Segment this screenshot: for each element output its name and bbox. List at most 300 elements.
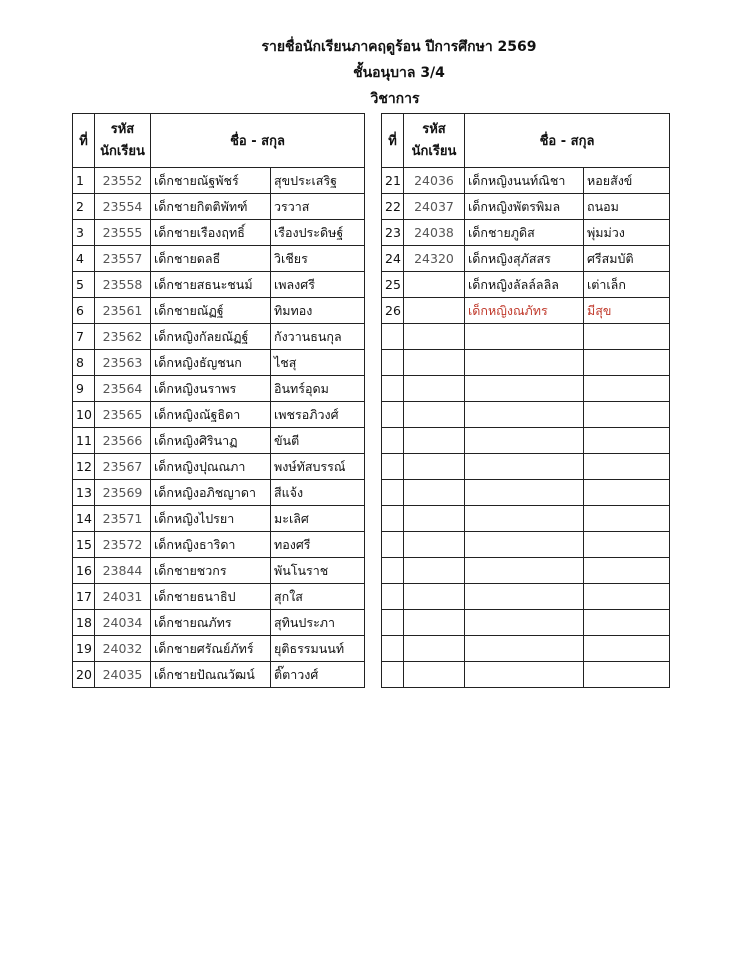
student-code-cell — [404, 324, 465, 350]
student-surname-cell — [584, 324, 670, 350]
student-code-cell — [404, 454, 465, 480]
column-header-name: ชื่อ - สกุล — [465, 114, 670, 168]
student-first-name: เด็กหญิงพัตรพิมล — [468, 198, 561, 214]
table-row — [73, 194, 365, 220]
student-code-cell — [95, 506, 151, 532]
student-surname-cell — [271, 402, 365, 428]
student-surname-cell — [271, 480, 365, 506]
row-number-cell — [382, 636, 404, 662]
student-code-cell — [404, 662, 465, 688]
student-first-name: เด็กชายณภัทร — [154, 614, 232, 630]
student-first-name-cell — [151, 220, 271, 246]
column-header-no: ที่ — [382, 114, 404, 168]
table-row — [73, 558, 365, 584]
student-first-name-cell — [151, 636, 271, 662]
table-row — [73, 376, 365, 402]
student-code-cell — [95, 324, 151, 350]
student-surname-cell — [584, 246, 670, 272]
row-number-cell — [73, 324, 95, 350]
student-first-name-cell — [465, 584, 584, 610]
student-code: 23562 — [102, 329, 143, 344]
student-code-cell — [404, 506, 465, 532]
student-code: 23555 — [102, 225, 143, 240]
student-surname-cell — [271, 350, 365, 376]
student-surname-cell — [584, 584, 670, 610]
student-surname: ทองศรี — [274, 536, 311, 552]
student-surname: กังวานธนกุล — [274, 328, 342, 344]
row-number: 14 — [76, 511, 92, 526]
student-first-name: เด็กหญิงลัลล์ลลิล — [468, 276, 559, 292]
student-first-name-cell — [151, 272, 271, 298]
row-number-cell — [382, 454, 404, 480]
table-row — [382, 246, 670, 272]
table-row — [73, 350, 365, 376]
student-surname-cell — [584, 272, 670, 298]
student-code-cell — [95, 610, 151, 636]
student-surname: ยุติธรรมนนท์ — [274, 640, 345, 656]
student-surname-cell — [271, 220, 365, 246]
table-row — [382, 558, 670, 584]
student-code-cell — [95, 246, 151, 272]
row-number-cell — [382, 532, 404, 558]
table-row — [382, 168, 670, 194]
student-first-name: เด็กหญิงอภิชญาดา — [154, 484, 256, 500]
row-number: 10 — [76, 407, 92, 422]
student-surname: เพชรอภิวงศ์ — [274, 406, 339, 422]
student-surname-cell — [271, 506, 365, 532]
student-first-name-cell — [465, 480, 584, 506]
student-code: 23554 — [102, 199, 143, 214]
student-code-cell — [95, 272, 151, 298]
student-surname-cell — [584, 376, 670, 402]
student-code-cell — [404, 532, 465, 558]
code-header-line2: นักเรียน — [100, 143, 145, 159]
row-number: 2 — [76, 199, 84, 214]
table-row — [73, 324, 365, 350]
student-surname-cell — [584, 506, 670, 532]
student-first-name-cell — [465, 220, 584, 246]
table-row — [73, 532, 365, 558]
row-number: 13 — [76, 485, 92, 500]
student-first-name-cell — [151, 402, 271, 428]
student-surname-cell — [584, 194, 670, 220]
table-row — [382, 610, 670, 636]
row-number: 6 — [76, 303, 84, 318]
student-code-cell — [95, 220, 151, 246]
student-code-cell — [404, 480, 465, 506]
student-code-cell — [95, 350, 151, 376]
student-first-name: เด็กชายสธนะชนม์ — [154, 276, 253, 292]
student-code-cell — [404, 636, 465, 662]
table-row — [382, 480, 670, 506]
row-number-cell — [382, 506, 404, 532]
student-code: 23569 — [102, 485, 143, 500]
student-surname: สุขประเสริฐ — [274, 172, 338, 188]
student-surname-cell — [584, 480, 670, 506]
student-first-name-cell — [465, 324, 584, 350]
student-first-name-cell — [151, 168, 271, 194]
student-surname: ถนอม — [587, 198, 619, 214]
student-first-name: เด็กหญิงศิรินาฏ — [154, 432, 238, 448]
student-first-name: เด็กชายกิตติพัทฑ์ — [154, 198, 248, 214]
student-first-name-cell — [151, 532, 271, 558]
row-number-cell — [73, 662, 95, 688]
table-row — [73, 584, 365, 610]
table-row — [73, 610, 365, 636]
student-first-name: เด็กหญิงธาริดา — [154, 536, 236, 552]
student-surname-cell — [584, 428, 670, 454]
table-row — [73, 636, 365, 662]
left-table-body — [73, 168, 365, 688]
student-first-name: เด็กชายเรืองฤทธิ์ — [154, 224, 245, 240]
row-number: 11 — [76, 433, 92, 448]
student-code: 24038 — [414, 225, 454, 240]
student-first-name: เด็กหญิงไปรยา — [154, 510, 235, 526]
student-code: 24036 — [414, 173, 454, 188]
row-number-cell — [382, 376, 404, 402]
student-surname: อินทร์อุดม — [274, 380, 329, 396]
student-first-name-cell — [151, 558, 271, 584]
row-number: 17 — [76, 589, 92, 604]
student-code-cell — [404, 376, 465, 402]
student-first-name-cell — [151, 506, 271, 532]
student-first-name: เด็กชายปัณณวัฒน์ — [154, 666, 255, 682]
student-code-cell — [95, 402, 151, 428]
student-first-name-cell — [151, 246, 271, 272]
table-row — [73, 454, 365, 480]
table-row — [382, 324, 670, 350]
student-surname-cell — [271, 636, 365, 662]
code-header-line1: รหัส — [110, 121, 135, 137]
student-surname-cell — [584, 220, 670, 246]
student-code-cell — [95, 454, 151, 480]
row-number-cell — [382, 194, 404, 220]
table-row — [73, 168, 365, 194]
table-row — [73, 428, 365, 454]
row-number-cell — [73, 506, 95, 532]
row-number-cell — [382, 220, 404, 246]
table-row — [382, 636, 670, 662]
row-number: 26 — [385, 303, 401, 318]
row-number-cell — [73, 376, 95, 402]
student-surname-cell — [584, 662, 670, 688]
student-first-name-cell — [465, 454, 584, 480]
student-surname-cell — [584, 532, 670, 558]
student-surname: มีสุข — [587, 302, 612, 318]
student-first-name-cell — [151, 480, 271, 506]
student-first-name: เด็กหญิงปุณณภา — [154, 458, 246, 474]
student-code-cell — [404, 194, 465, 220]
student-code: 23563 — [102, 355, 143, 370]
row-number-cell — [382, 272, 404, 298]
row-number: 23 — [385, 225, 401, 240]
row-number: 8 — [76, 355, 84, 370]
student-code: 23571 — [102, 511, 143, 526]
code-header-line2: นักเรียน — [411, 143, 457, 159]
student-code: 23552 — [102, 173, 143, 188]
student-code: 23557 — [102, 251, 143, 266]
student-first-name-cell — [465, 506, 584, 532]
row-number-cell — [382, 402, 404, 428]
row-number-cell — [382, 246, 404, 272]
student-code-cell — [404, 584, 465, 610]
student-surname: ไชสุ — [274, 354, 297, 370]
student-first-name-cell — [151, 350, 271, 376]
student-surname-cell — [271, 272, 365, 298]
row-number-cell — [382, 480, 404, 506]
student-code-cell — [404, 220, 465, 246]
student-first-name-cell — [151, 662, 271, 688]
table-row — [73, 662, 365, 688]
row-number-cell — [382, 662, 404, 688]
row-number-cell — [73, 194, 95, 220]
row-number-cell — [73, 584, 95, 610]
student-code: 24031 — [102, 589, 143, 604]
student-code: 23566 — [102, 433, 143, 448]
student-code-cell — [95, 376, 151, 402]
student-surname-cell — [271, 662, 365, 688]
student-first-name-cell — [465, 428, 584, 454]
student-surname-cell — [584, 402, 670, 428]
student-first-name-cell — [465, 532, 584, 558]
table-row — [382, 454, 670, 480]
student-surname: พุ่มม่วง — [587, 224, 625, 240]
student-code-cell — [404, 350, 465, 376]
table-row — [73, 246, 365, 272]
class-subtitle: ชั้นอนุบาล 3/4 — [353, 65, 445, 81]
student-surname: สุทินประภา — [274, 614, 336, 630]
row-number: 1 — [76, 173, 84, 188]
student-surname: ติ๊ตาวงศ์ — [274, 666, 319, 682]
student-surname: สีแจ้ง — [274, 484, 304, 500]
student-code-cell — [404, 428, 465, 454]
department-subtitle: วิชาการ — [370, 91, 420, 107]
student-first-name-cell — [465, 298, 584, 324]
student-surname: ศรีสมบัติ — [587, 250, 634, 266]
student-surname-cell — [271, 376, 365, 402]
student-code: 23558 — [102, 277, 143, 292]
student-first-name-cell — [151, 454, 271, 480]
row-number-cell — [73, 532, 95, 558]
student-first-name: เด็กชายชวกร — [154, 562, 227, 578]
student-code-cell — [95, 194, 151, 220]
row-number-cell — [382, 350, 404, 376]
student-surname: หอยสังข์ — [587, 172, 633, 188]
row-number: 3 — [76, 225, 84, 240]
table-row — [73, 220, 365, 246]
row-number: 4 — [76, 251, 84, 266]
student-first-name: เด็กหญิงธัญชนก — [154, 354, 242, 370]
table-row — [73, 272, 365, 298]
row-number-cell — [382, 168, 404, 194]
student-table-left — [72, 113, 365, 688]
row-number-cell — [73, 428, 95, 454]
student-surname-cell — [584, 558, 670, 584]
student-code: 23564 — [102, 381, 143, 396]
row-number: 16 — [76, 563, 92, 578]
student-code: 24320 — [414, 251, 454, 266]
row-number: 15 — [76, 537, 92, 552]
row-number-cell — [73, 558, 95, 584]
table-row — [382, 584, 670, 610]
student-code-cell — [95, 298, 151, 324]
row-number-cell — [382, 428, 404, 454]
student-code-cell — [404, 298, 465, 324]
student-surname: ทิมทอง — [274, 302, 313, 318]
student-surname-cell — [271, 298, 365, 324]
student-first-name: เด็กชายธนาธิป — [154, 588, 236, 604]
row-number: 25 — [385, 277, 401, 292]
row-number-cell — [382, 584, 404, 610]
row-number: 20 — [76, 667, 92, 682]
student-code: 24037 — [414, 199, 454, 214]
student-code: 23567 — [102, 459, 143, 474]
student-first-name-cell — [151, 324, 271, 350]
student-code-cell — [95, 532, 151, 558]
row-number: 21 — [385, 173, 401, 188]
student-code-cell — [404, 272, 465, 298]
student-code: 24035 — [102, 667, 143, 682]
row-number: 5 — [76, 277, 84, 292]
student-first-name: เด็กชายดลธี — [154, 250, 221, 266]
student-table-right — [381, 113, 670, 688]
student-first-name-cell — [151, 610, 271, 636]
student-first-name-cell — [465, 350, 584, 376]
table-row — [382, 194, 670, 220]
row-number-cell — [73, 610, 95, 636]
table-row — [382, 272, 670, 298]
student-code-cell — [95, 636, 151, 662]
student-first-name-cell — [465, 558, 584, 584]
table-row — [73, 506, 365, 532]
student-surname: วรวาส — [274, 198, 310, 214]
student-surname-cell — [271, 584, 365, 610]
student-surname-cell — [584, 454, 670, 480]
student-code-cell — [404, 558, 465, 584]
row-number-cell — [73, 272, 95, 298]
student-first-name: เด็กชายภูดิส — [468, 224, 535, 240]
student-code-cell — [95, 662, 151, 688]
row-number: 18 — [76, 615, 92, 630]
student-first-name: เด็กหญิงณัฐธิดา — [154, 406, 241, 422]
student-surname-cell — [271, 194, 365, 220]
student-code-cell — [95, 428, 151, 454]
student-first-name-cell — [465, 662, 584, 688]
student-first-name-cell — [465, 376, 584, 402]
column-header-code — [95, 114, 151, 168]
document-title: รายชื่อนักเรียนภาคฤดูร้อน ปีการศึกษา 2569 — [261, 39, 537, 55]
table-header-row — [382, 114, 670, 168]
student-surname: มะเลิศ — [274, 510, 309, 526]
table-row — [382, 376, 670, 402]
student-first-name-cell — [151, 376, 271, 402]
table-row — [382, 428, 670, 454]
student-surname: เต่าเล็ก — [587, 276, 626, 292]
right-table-body — [382, 168, 670, 688]
table-header-row — [73, 114, 365, 168]
row-number-cell — [73, 636, 95, 662]
row-number: 7 — [76, 329, 84, 344]
student-code-cell — [404, 610, 465, 636]
row-number-cell — [73, 298, 95, 324]
row-number-cell — [73, 246, 95, 272]
student-first-name-cell — [465, 636, 584, 662]
table-row — [382, 220, 670, 246]
student-code-cell — [404, 246, 465, 272]
table-row — [73, 298, 365, 324]
student-surname-cell — [271, 532, 365, 558]
student-surname-cell — [271, 428, 365, 454]
student-first-name: เด็กหญิงนนท์ณิชา — [468, 172, 566, 188]
row-number-cell — [73, 454, 95, 480]
student-first-name-cell — [465, 610, 584, 636]
table-row — [73, 480, 365, 506]
student-surname-cell — [584, 350, 670, 376]
student-first-name-cell — [465, 272, 584, 298]
student-surname-cell — [584, 610, 670, 636]
student-code-cell — [95, 558, 151, 584]
column-header-no: ที่ — [73, 114, 95, 168]
student-first-name: เด็กหญิงกัลยณัฏฐ์ — [154, 328, 249, 344]
student-code-cell — [404, 168, 465, 194]
row-number-cell — [382, 610, 404, 636]
student-code-cell — [404, 402, 465, 428]
row-number: 24 — [385, 251, 401, 266]
student-surname-cell — [271, 246, 365, 272]
student-surname: ขันตี — [274, 432, 300, 448]
row-number: 19 — [76, 641, 92, 656]
student-code-cell — [95, 584, 151, 610]
row-number: 22 — [385, 199, 401, 214]
student-first-name-cell — [465, 402, 584, 428]
student-surname-cell — [584, 636, 670, 662]
row-number-cell — [382, 558, 404, 584]
code-header-line1: รหัส — [422, 121, 446, 137]
table-row — [382, 662, 670, 688]
student-surname-cell — [271, 454, 365, 480]
student-first-name-cell — [465, 246, 584, 272]
student-code: 23565 — [102, 407, 143, 422]
student-code: 23844 — [102, 563, 143, 578]
table-row — [382, 506, 670, 532]
table-row — [382, 298, 670, 324]
row-number-cell — [73, 220, 95, 246]
student-surname: พันโนราช — [274, 562, 329, 578]
row-number-cell — [73, 168, 95, 194]
table-row — [73, 402, 365, 428]
student-first-name-cell — [151, 298, 271, 324]
student-surname-cell — [584, 168, 670, 194]
row-number: 12 — [76, 459, 92, 474]
row-number-cell — [382, 298, 404, 324]
student-code: 24032 — [102, 641, 143, 656]
student-code: 23561 — [102, 303, 143, 318]
student-first-name-cell — [151, 584, 271, 610]
student-code-cell — [95, 168, 151, 194]
student-first-name-cell — [151, 194, 271, 220]
student-first-name: เด็กหญิงสุภัสสร — [468, 250, 551, 266]
student-surname: วิเชียร — [274, 250, 308, 266]
table-row — [382, 350, 670, 376]
row-number-cell — [382, 324, 404, 350]
student-first-name-cell — [465, 194, 584, 220]
student-first-name: เด็กชายศรัณย์ภัทร์ — [154, 640, 254, 656]
student-code: 24034 — [102, 615, 143, 630]
table-row — [382, 532, 670, 558]
student-first-name: เด็กชายณัฐพัชร์ — [154, 172, 239, 188]
student-surname: เรืองประดิษฐ์ — [274, 224, 344, 240]
student-code-cell — [95, 480, 151, 506]
